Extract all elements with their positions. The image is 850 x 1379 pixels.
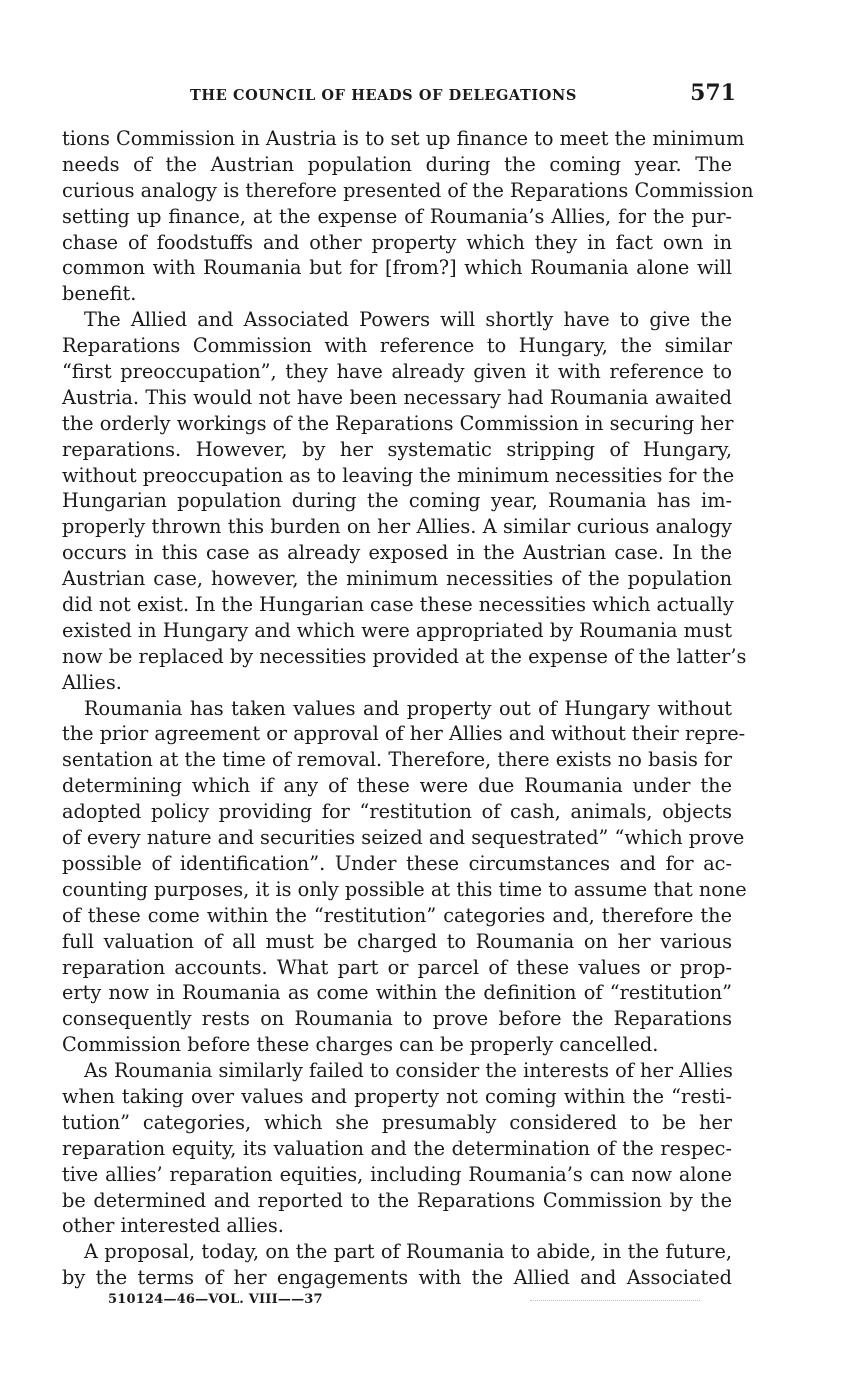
paragraph (62, 696, 747, 1058)
text-line: tive allies’ reparation equities, including Roumania’s can now alone (62, 1162, 732, 1186)
text-line: other interested allies. (62, 1214, 284, 1238)
text-line: counting purposes, it is only possible at this time to assume that none (62, 877, 747, 901)
text-line: Allies. (62, 670, 122, 694)
text-line: common with Roumania but for [from?] which Roumania alone will (62, 256, 732, 280)
text-line: be determined and reported to the Reparations Commission by the (62, 1188, 732, 1212)
page-number: 571 (690, 80, 736, 106)
text-line: setting up finance, at the expense of Roumania’s Allies, for the pur- (62, 204, 732, 228)
paragraph (62, 307, 747, 695)
text-line: Hungarian population during the coming year, Roumania has im- (62, 489, 732, 513)
text-line: reparations. However, by her systematic stripping of Hungary, (62, 437, 732, 461)
text-line: “first preoccupation”, they have already given it with reference to (62, 360, 732, 384)
body-text (62, 126, 754, 1291)
text-line: benefit. (62, 282, 137, 306)
text-line: Roumania has taken values and property out of Hungary without (84, 696, 732, 720)
text-line: erty now in Roumania as come within the definition of “restitution” (62, 981, 732, 1005)
text-line: needs of the Austrian population during the coming year. The (62, 152, 732, 176)
text-line: Commission before these charges can be properly cancelled. (62, 1033, 659, 1057)
paragraph (62, 1058, 732, 1239)
text-line: the orderly workings of the Reparations Commission in securing her (62, 411, 734, 435)
text-line: of these come within the “restitution” categories and, therefore the (62, 903, 732, 927)
text-line: curious analogy is therefore presented of the Reparations Commission (62, 178, 754, 202)
text-line: tution” categories, which she presumably considered to be her (62, 1110, 732, 1134)
text-line: reparation accounts. What part or parcel of these values or prop- (62, 955, 732, 979)
text-line: Reparations Commission with reference to Hungary, the similar (62, 334, 732, 358)
text-line: reparation equity, its valuation and the determination of the respec- (62, 1136, 732, 1160)
print-code: 510124—46—VOL. VIII——37 (108, 1292, 323, 1307)
text-line: did not exist. In the Hungarian case these necessities which actually (62, 593, 734, 617)
text-line: now be replaced by necessities provided at the expense of the latter’s (62, 644, 747, 668)
text-line: adopted policy providing for “restitution of cash, animals, objects (62, 800, 732, 824)
text-line: the prior agreement or approval of her Allies and without their repre- (62, 722, 746, 746)
text-line: Austrian case, however, the minimum necessities of the population (62, 567, 732, 591)
text-line: consequently rests on Roumania to prove before the Reparations (62, 1007, 732, 1031)
text-line: of every nature and securities seized and sequestrated” “which prove (62, 826, 745, 850)
text-line: existed in Hungary and which were appropriated by Roumania must (62, 618, 733, 642)
text-line: sentation at the time of removal. Therefore, there exists no basis for (62, 748, 732, 772)
text-line: A proposal, today, on the part of Roumania to abide, in the future, (84, 1240, 732, 1264)
text-line: determining which if any of these were due Roumania under the (62, 774, 732, 798)
text-line: Austria. This would not have been necessary had Roumania awaited (62, 385, 732, 409)
text-line: full valuation of all must be charged to Roumania on her various (62, 929, 732, 953)
text-line: chase of foodstuffs and other property which they in fact own in (62, 230, 732, 254)
text-line: by the terms of her engagements with the Allied and Associated (62, 1266, 732, 1290)
running-head (62, 80, 736, 112)
paragraph (62, 126, 754, 307)
text-line: without preoccupation as to leaving the minimum necessities for the (62, 463, 735, 487)
text-line: when taking over values and property not coming within the “resti- (62, 1084, 732, 1108)
text-line: properly thrown this burden on her Allies. A similar curious analogy (62, 515, 732, 539)
text-line: The Allied and Associated Powers will shortly have to give the (84, 308, 732, 332)
paragraph (62, 1239, 732, 1291)
text-line: tions Commission in Austria is to set up finance to meet the minimum (62, 127, 745, 150)
running-title: THE COUNCIL OF HEADS OF DELEGATIONS (190, 87, 577, 104)
text-line: As Roumania similarly failed to consider the interests of her Allies (84, 1059, 733, 1083)
text-line: possible of identification”. Under these circumstances and for ac- (62, 851, 732, 875)
footer-rule (530, 1300, 700, 1305)
text-line: occurs in this case as already exposed in the Austrian case. In the (62, 541, 732, 565)
